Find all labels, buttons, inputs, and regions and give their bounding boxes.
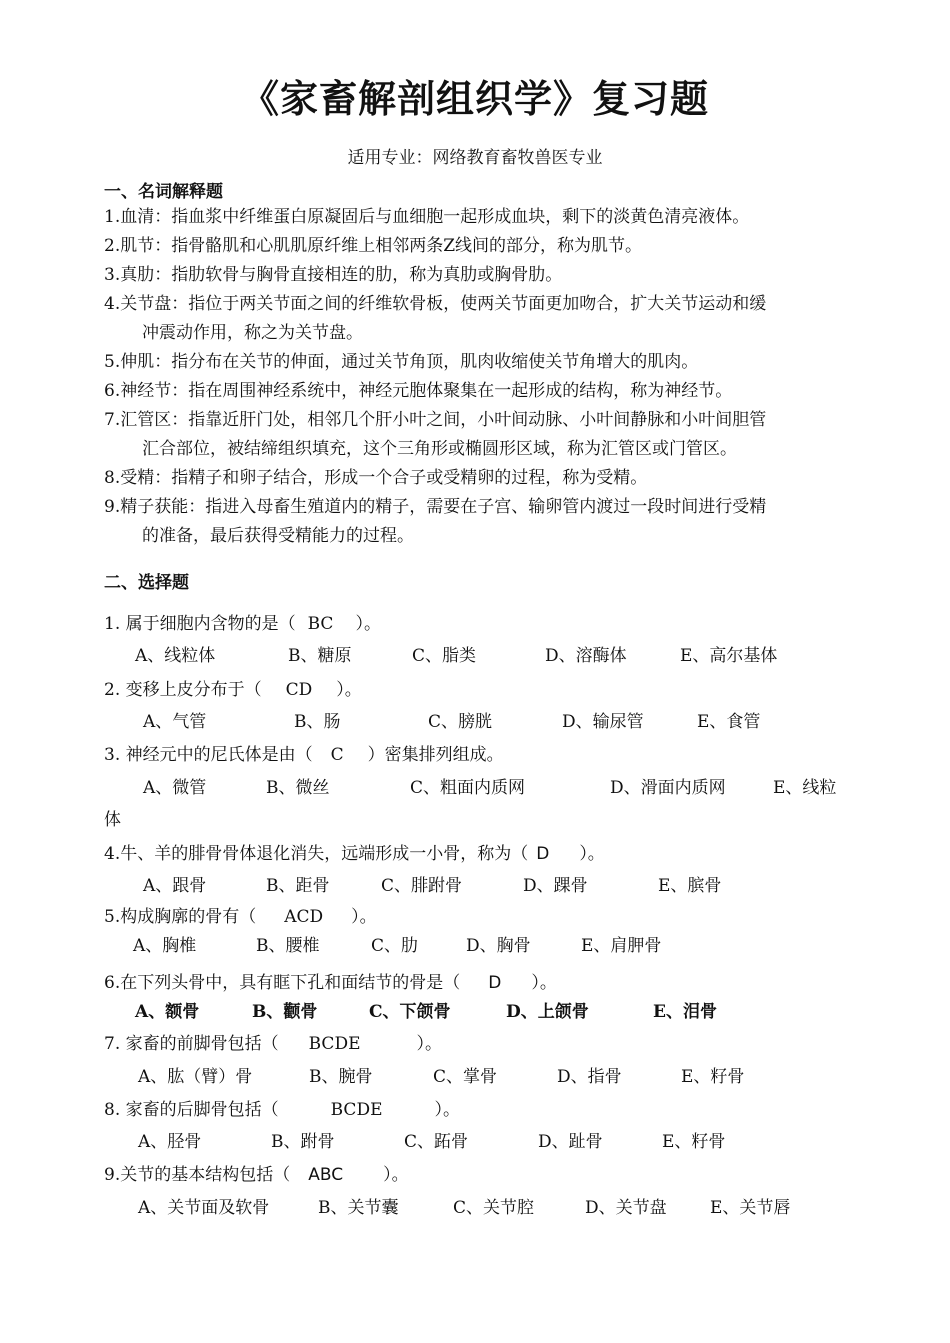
answer-value: ACD [284, 907, 324, 927]
option-d: D、胸骨 [466, 936, 531, 956]
option-a: A、胸椎 [133, 936, 197, 956]
options-row [0, 1127, 950, 1157]
option-e: E、关节唇 [710, 1198, 791, 1218]
question-text: 2. 变移上皮分布于（ [104, 680, 262, 700]
term-text: 9.精子获能：指进入母畜生殖道内的精子，需要在子宫、输卵管内渡过一段时间进行受精 [104, 497, 767, 517]
option-e: E、膑骨 [658, 876, 722, 896]
option-c: C、跖骨 [404, 1132, 469, 1152]
option-d: D、趾骨 [538, 1132, 603, 1152]
options-row [0, 707, 950, 737]
option-c: C、掌骨 [433, 1067, 498, 1087]
term-item [104, 290, 849, 348]
question-stem [104, 1095, 460, 1120]
question-text-end: ）。 [434, 1100, 460, 1120]
term-text-continued: 的准备，最后获得受精能力的过程。 [142, 526, 414, 546]
option-a: A、关节面及软骨 [138, 1198, 270, 1218]
term-text: 2.肌节：指骨骼肌和心肌肌原纤维上相邻两条Z线间的部分，称为肌节。 [104, 236, 643, 256]
question-stem [104, 839, 605, 864]
question-text: 4.牛、羊的腓骨骨体退化消失，远端形成一小骨，称为（ [104, 844, 529, 864]
question-text: 5.构成胸廓的骨有（ [104, 907, 257, 927]
question-text-end: ）。 [351, 907, 377, 927]
term-item [104, 377, 849, 406]
term-text: 6.神经节：指在周围神经系统中，神经元胞体聚集在一起形成的结构，称为神经节。 [104, 381, 733, 401]
option-a: A、微管 [143, 778, 207, 798]
option-a: A、线粒体 [135, 646, 216, 666]
option-b: B、关节囊 [318, 1198, 399, 1218]
answer-value: CD [285, 680, 313, 700]
option-c: C、粗面内质网 [410, 778, 526, 798]
option-d: D、滑面内质网 [610, 778, 726, 798]
section-heading-choice: 二、选择题 [104, 573, 189, 593]
question-text-end: ）密集排列组成。 [367, 745, 504, 765]
question-stem [104, 1029, 442, 1054]
option-a: A、气管 [143, 712, 207, 732]
question-text: 1. 属于细胞内含物的是（ [104, 614, 296, 634]
term-item [104, 406, 849, 464]
option-e: E、高尔基体 [680, 646, 778, 666]
option-d: D、指骨 [557, 1067, 622, 1087]
term-item [104, 261, 849, 290]
option-c: C、腓跗骨 [381, 876, 463, 896]
term-text-continued: 汇合部位，被结缔组织填充，这个三角形或椭圆形区域，称为汇管区或门管区。 [142, 439, 737, 459]
answer-value: BC [307, 614, 334, 634]
option-b: B、肠 [294, 712, 341, 732]
option-c: C、肋 [371, 936, 419, 956]
section-heading-terms: 一、名词解释题 [104, 182, 223, 202]
page-title: 《家畜解剖组织学》复习题 [240, 77, 709, 121]
term-text: 8.受精：指精子和卵子结合，形成一个合子或受精卵的过程，称为受精。 [104, 468, 648, 488]
option-b: B、距骨 [266, 876, 330, 896]
question-text: 9.关节的基本结构包括（ [104, 1165, 291, 1185]
answer-value: BCDE [330, 1100, 383, 1120]
option-a: A、肱（臂）骨 [138, 1067, 253, 1087]
question-text-end: ）。 [383, 1165, 409, 1185]
option-c: C、下颌骨 [369, 1002, 451, 1022]
option-e: E、食管 [697, 712, 761, 732]
term-text: 4.关节盘：指位于两关节面之间的纤维软骨板，使两关节面更加吻合，扩大关节运动和缓 [104, 294, 767, 314]
question-text-end: ）。 [531, 973, 557, 993]
answer-value: D [488, 973, 502, 993]
options-row [0, 997, 950, 1027]
option-e: E、籽骨 [681, 1067, 745, 1087]
answer-value: ABC [308, 1165, 344, 1185]
question-stem [104, 1160, 409, 1185]
term-text-continued: 冲震动作用，称之为关节盘。 [142, 323, 363, 343]
options-row [0, 1193, 950, 1223]
term-item [104, 232, 849, 261]
options-row [0, 931, 950, 961]
option-d: D、踝骨 [523, 876, 588, 896]
question-stem [104, 609, 381, 634]
term-item [104, 348, 849, 377]
term-item [104, 203, 849, 232]
question-text: 8. 家畜的后脚骨包括（ [104, 1100, 279, 1120]
term-text: 5.伸肌：指分布在关节的伸面，通过关节角顶，肌肉收缩使关节角增大的肌肉。 [104, 352, 699, 372]
option-b: B、腕骨 [309, 1067, 373, 1087]
options-row [0, 1062, 950, 1092]
option-e: E、线粒 [773, 778, 837, 798]
option-b: B、颧骨 [252, 1002, 318, 1022]
term-text: 1.血清：指血浆中纤维蛋白原凝固后与血细胞一起形成血块，剩下的淡黄色清亮液体。 [104, 207, 750, 227]
question-stem [104, 740, 504, 765]
question-stem [104, 902, 377, 927]
question-text-end: ）。 [355, 614, 381, 634]
option-c: C、膀胱 [428, 712, 493, 732]
options-row [0, 871, 950, 901]
option-a: A、跟骨 [143, 876, 207, 896]
option-a: A、胫骨 [138, 1132, 202, 1152]
term-text: 3.真肋：指肋软骨与胸骨直接相连的肋，称为真肋或胸骨肋。 [104, 265, 563, 285]
option-e: E、籽骨 [662, 1132, 726, 1152]
question-stem [104, 675, 362, 700]
option-e: E、肩胛骨 [581, 936, 662, 956]
option-c: C、关节腔 [453, 1198, 535, 1218]
option-d: D、上颌骨 [506, 1002, 589, 1022]
term-item [104, 464, 849, 493]
option-a: A、额骨 [135, 1002, 200, 1022]
question-stem [104, 968, 557, 993]
answer-value: C [330, 745, 344, 765]
answer-value: D [536, 844, 550, 864]
page-subtitle: 适用专业：网络教育畜牧兽医专业 [347, 148, 603, 168]
option-c: C、脂类 [412, 646, 477, 666]
term-item [104, 493, 849, 551]
question-text-end: ）。 [416, 1034, 442, 1054]
question-text: 3. 神经元中的尼氏体是由（ [104, 745, 313, 765]
question-text: 7. 家畜的前脚骨包括（ [104, 1034, 279, 1054]
options-row [0, 773, 950, 803]
question-text-end: ）。 [579, 844, 605, 864]
option-b: B、糖原 [288, 646, 352, 666]
option-d: D、关节盘 [585, 1198, 667, 1218]
option-b: B、跗骨 [271, 1132, 335, 1152]
option-d: D、溶酶体 [545, 646, 627, 666]
option-e: E、泪骨 [653, 1002, 717, 1022]
options-row [0, 641, 950, 671]
option-e-continued: 体 [104, 810, 121, 830]
answer-value: BCDE [308, 1034, 361, 1054]
term-text: 7.汇管区：指靠近肝门处，相邻几个肝小叶之间，小叶间动脉、小叶间静脉和小叶间胆管 [104, 410, 767, 430]
question-text-end: ）。 [336, 680, 362, 700]
option-b: B、腰椎 [256, 936, 320, 956]
option-b: B、微丝 [266, 778, 330, 798]
option-d: D、输尿管 [562, 712, 644, 732]
question-text: 6.在下列头骨中，具有眶下孔和面结节的骨是（ [104, 973, 461, 993]
